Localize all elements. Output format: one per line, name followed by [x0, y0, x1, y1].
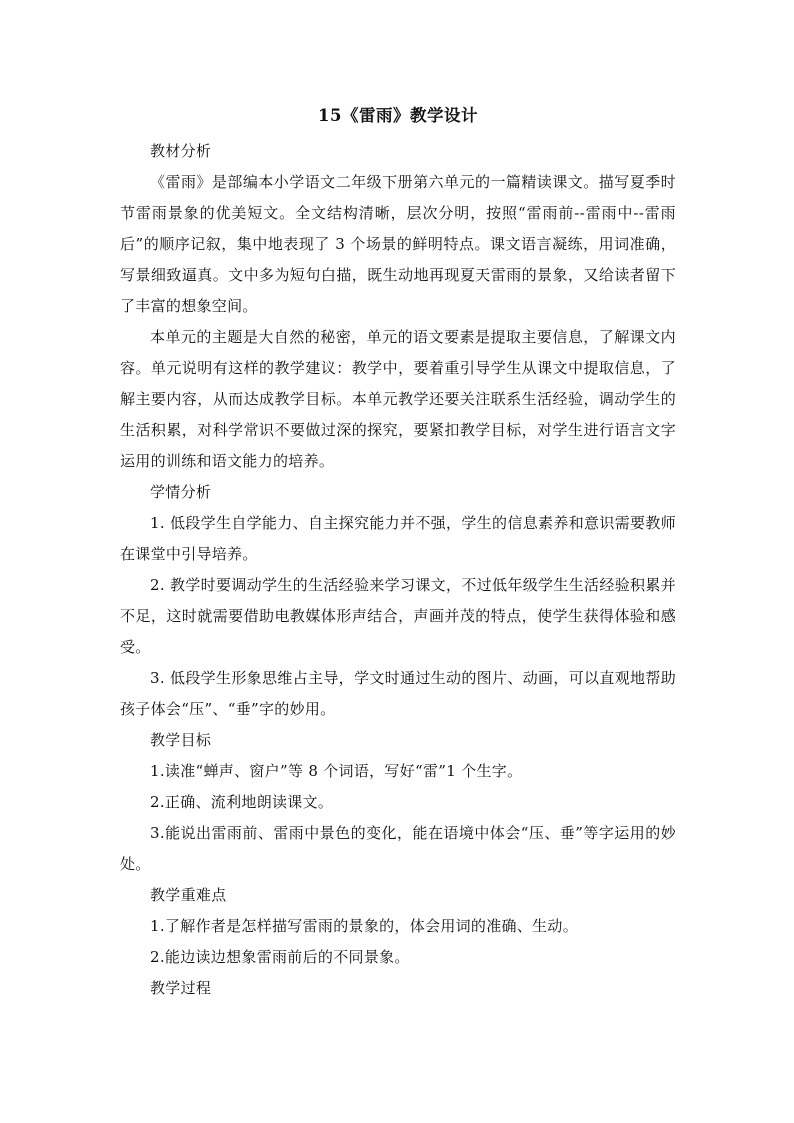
heading-key-points: 教学重难点 [150, 886, 227, 904]
heading-student-analysis: 学情分析 [150, 483, 212, 501]
paragraph-goal-3: 3.能说出雷雨前、雷雨中景色的变化，能在语境中体会“压、垂”等字运用的妙处。 [120, 824, 676, 873]
paragraph-textbook-analysis-2: 本单元的主题是大自然的秘密，单元的语文要素是提取主要信息，了解课文内容。单元说明有这样的教学建议：教学中，要着重引导学生从课文中提取信息，了解主要内容，从而达成教学目标。本单元教学还要关注联系生活经验，调动学生的生活积累，对科学常识不要做过深的探究，要紧扣教学目标，对学生进行语言文字运用的训练和语文能力的培养。 [120, 328, 676, 470]
paragraph-goal-2: 2.正确、流利地朗读课文。 [150, 793, 334, 811]
heading-textbook-analysis: 教材分析 [150, 142, 212, 160]
paragraph-goal-1: 1.读准“蝉声、窗户”等 8 个词语，写好“雷”1 个生字。 [150, 762, 523, 780]
paragraph-student-analysis-2: 2. 教学时要调动学生的生活经验来学习课文，不过低年级学生生活经验积累并不足，这时就需要借助电教媒体形声结合，声画并茂的特点，使学生获得体验和感受。 [120, 576, 676, 656]
document-title: 15《雷雨》教学设计 [318, 106, 478, 125]
paragraph-key-point-2: 2.能边读边想象雷雨前后的不同景象。 [150, 948, 410, 966]
heading-teaching-process: 教学过程 [150, 979, 212, 997]
paragraph-student-analysis-3: 3. 低段学生形象思维占主导，学文时通过生动的图片、动画，可以直观地帮助孩子体会“压”、“垂”字的妙用。 [120, 669, 676, 718]
paragraph-textbook-analysis-1: 《雷雨》是部编本小学语文二年级下册第六单元的一篇精读课文。描写夏季时节雷雨景象的优美短文。全文结构清晰，层次分明，按照“雷雨前--雷雨中--雷雨后”的顺序记叙，集中地表现了 3 个场景的鲜明特点。课文语言凝练，用词准确，写景细致逼真。文中多为短句白描，既生动地再现夏天雷雨的景象，又给读者留下了丰富的想象空间。 [120, 173, 676, 315]
heading-teaching-goals: 教学目标 [150, 731, 212, 749]
document-body [120, 100, 676, 1004]
paragraph-key-point-1: 1.了解作者是怎样描写雷雨的景象的，体会用词的准确、生动。 [150, 917, 579, 935]
paragraph-student-analysis-1: 1. 低段学生自学能力、自主探究能力并不强，学生的信息素养和意识需要教师在课堂中引导培养。 [120, 514, 676, 563]
